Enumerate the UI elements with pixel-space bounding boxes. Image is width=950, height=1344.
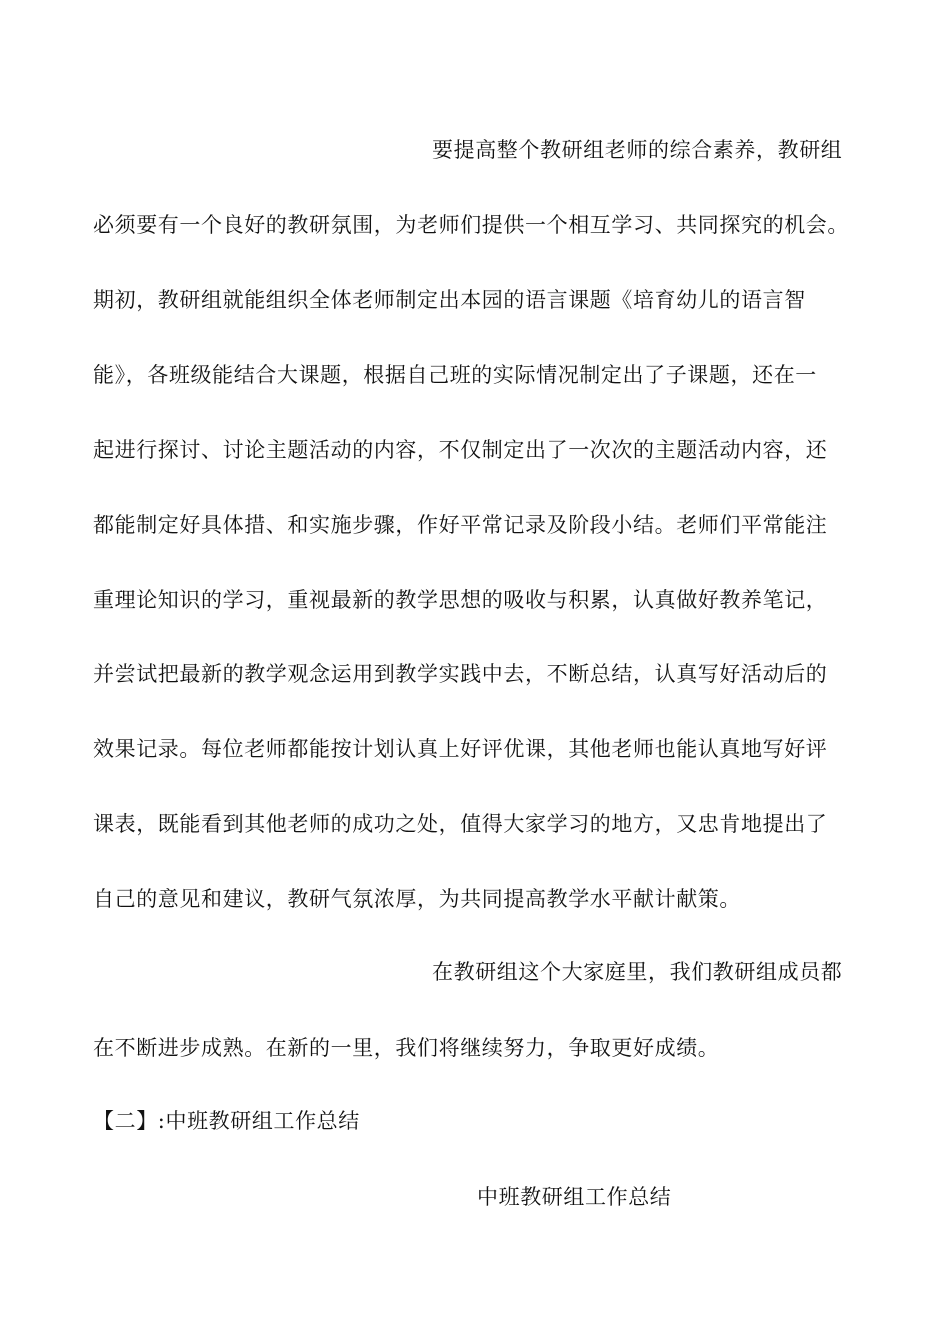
paragraph-1-line-5: 起进行探讨、讨论主题活动的内容，不仅制定出了一次次的主题活动内容，还: [93, 438, 828, 462]
paragraph-1-line-9: 效果记录。每位老师都能按计划认真上好评优课，其他老师也能认真地写好评: [93, 737, 828, 761]
paragraph-1-line-6: 都能制定好具体措、和实施步骤，作好平常记录及阶段小结。老师们平常能注: [93, 513, 828, 537]
paragraph-2-line-1: 在教研组这个大家庭里，我们教研组成员都: [432, 960, 843, 984]
paragraph-2-line-2: 在不断进步成熟。在新的一里，我们将继续努力，争取更好成绩。: [93, 1036, 720, 1060]
paragraph-1-line-2: 必须要有一个良好的教研氛围，为老师们提供一个相互学习、共同探究的机会。: [93, 213, 849, 237]
paragraph-1-line-11: 自己的意见和建议，教研气氛浓厚，为共同提高教学水平献计献策。: [93, 887, 741, 911]
section-title: 中班教研组工作总结: [477, 1185, 672, 1209]
paragraph-1-line-3: 期初，教研组就能组织全体老师制定出本园的语言课题《培育幼儿的语言智: [93, 288, 806, 312]
paragraph-1-line-10: 课表，既能看到其他老师的成功之处，值得大家学习的地方，又忠肯地提出了: [93, 812, 828, 836]
paragraph-1-line-1: 要提高整个教研组老师的综合素养，教研组: [432, 138, 843, 162]
section-heading: 【二】:中班教研组工作总结: [93, 1109, 360, 1133]
paragraph-1-line-4: 能》，各班级能结合大课题，根据自己班的实际情况制定出了子课题，还在一: [93, 363, 817, 387]
paragraph-1-line-7: 重理论知识的学习，重视最新的教学思想的吸收与积累，认真做好教养笔记，: [93, 588, 828, 612]
paragraph-1-line-8: 并尝试把最新的教学观念运用到教学实践中去，不断总结，认真写好活动后的: [93, 662, 828, 686]
